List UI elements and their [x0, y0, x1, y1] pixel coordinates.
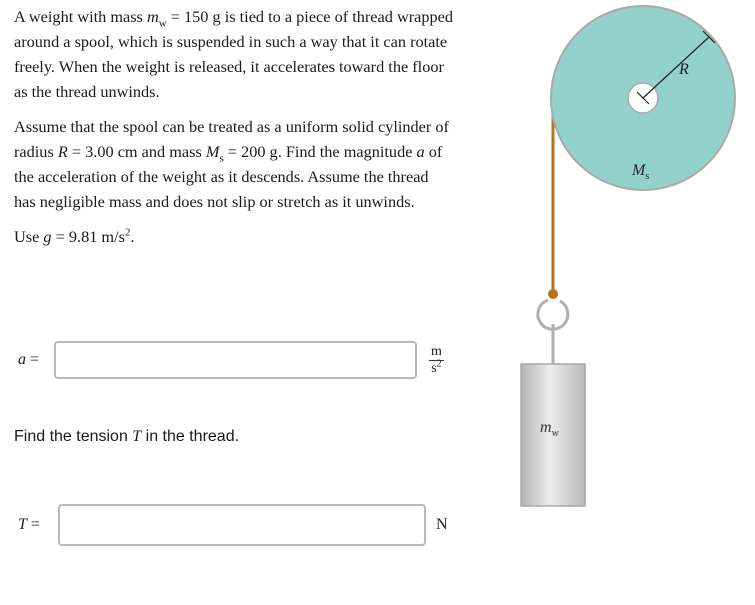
weight-mass-value: 150 g: [184, 7, 221, 26]
problem-paragraph-2: Assume that the spool can be treated as a uniform solid cylinder of radius R = 3.00 cm and mass $M_s = 200$ g. Find the magnitude a of the acceleration of the weight as it descends. Assume the thread has negligible mass and does not slip or stretch as it unwinds.: [14, 117, 449, 211]
gravity-value: 9.81 m/s: [68, 227, 125, 246]
tension-question: Find the tension T in the thread.: [14, 428, 240, 445]
thread-knot: [548, 289, 558, 299]
radius-value: 3.00 cm: [85, 142, 138, 161]
tension-unit: N: [436, 516, 448, 533]
acceleration-label: a =: [18, 351, 40, 368]
problem-paragraph-3: Use g = 9.81 $m/s^2$.: [14, 226, 135, 246]
problem-paragraph-1: A weight with mass $m_w = 150$ g is tied to a piece of thread wrapped around a spool, which is suspended in such a way that it can rotate freely. When the weight is released, it accelerates toward the floor as the thread unwinds.: [14, 7, 454, 101]
tension-label: T =: [18, 516, 40, 533]
weight-mass-label: $m_w$: [540, 419, 559, 439]
unit-numerator: m: [431, 343, 442, 359]
spool-mass-label: $M_s$: [632, 162, 650, 182]
unit-denominator: $s^2$: [431, 357, 442, 376]
spool-mass-value: 200 g: [241, 142, 278, 161]
radius-label: R: [679, 61, 689, 78]
